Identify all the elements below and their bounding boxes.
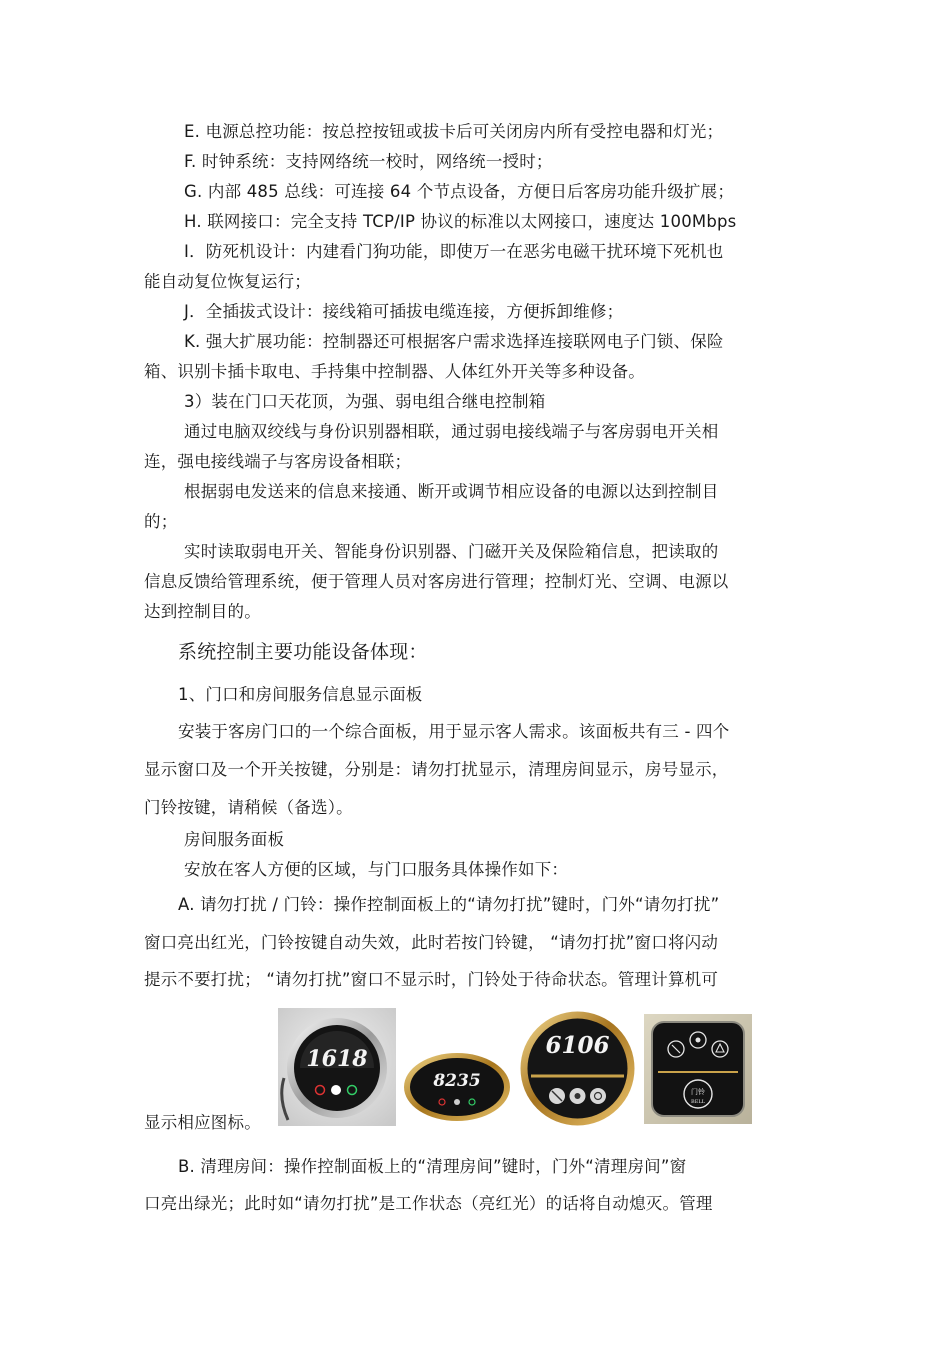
- text-line: 显示窗口及一个开关按键，分别是：请勿打扰显示，清理房间显示，房号显示，: [144, 760, 729, 779]
- panel-photo-6106: [519, 1010, 636, 1127]
- section-heading: 系统控制主要功能设备体现：: [178, 641, 428, 663]
- panel-photo-1618: [278, 1008, 396, 1126]
- text-line: 显示相应图标。: [144, 1113, 261, 1132]
- text-line: 连，强电接线端子与客房设备相联；: [144, 452, 412, 471]
- text-line: F. 时钟系统：支持网络统一校时，网络统一授时；: [184, 152, 553, 171]
- bell-button-label: 门铃: [691, 1088, 705, 1096]
- panel-photo-8235: [402, 1050, 512, 1124]
- text-line: A. 请勿打扰 / 门铃：操作控制面板上的“请勿打扰”键时，门外“请勿打扰”: [178, 895, 720, 914]
- text-line: K. 强大扩展功能：控制器还可根据客户需求选择连接联网电子门锁、保险: [184, 332, 724, 351]
- text-line: 窗口亮出红光，门铃按键自动失效，此时若按门铃键， “请勿打扰”窗口将闪动: [144, 933, 719, 952]
- text-line: I．防死机设计：内建看门狗功能，即使万一在恶劣电磁干扰环境下死机也: [184, 242, 724, 261]
- panel-photo-bell: [644, 1014, 752, 1124]
- text-line: 箱、识别卡插卡取电、手持集中控制器、人体红外开关等多种设备。: [144, 362, 645, 381]
- text-line: 能自动复位恢复运行；: [144, 272, 311, 291]
- text-line: 的；: [144, 512, 178, 531]
- text-line: 通过电脑双绞线与身份识别器相联，通过弱电接线端子与客房弱电开关相: [184, 422, 719, 441]
- text-line: 根据弱电发送来的信息来接通、断开或调节相应设备的电源以达到控制目: [184, 482, 719, 501]
- text-line: H. 联网接口：完全支持 TCP/IP 协议的标准以太网接口，速度达 100Mbps: [184, 212, 737, 231]
- panel-number: 6106: [545, 1032, 610, 1059]
- panel-number: 8235: [433, 1071, 481, 1091]
- subsection-heading: 房间服务面板: [184, 830, 285, 849]
- text-line: 安放在客人方便的区域，与门口服务具体操作如下：: [184, 860, 569, 879]
- text-line: G. 内部 485 总线：可连接 64 个节点设备，方便日后客房功能升级扩展；: [184, 182, 735, 201]
- panel-number: 1618: [306, 1046, 368, 1072]
- text-line: E. 电源总控功能：按总控按钮或拔卡后可关闭房内所有受控电器和灯光；: [184, 122, 724, 141]
- subsection-heading: 1、门口和房间服务信息显示面板: [178, 685, 423, 704]
- text-line: 口亮出绿光；此时如“请勿打扰”是工作状态（亮红光）的话将自动熄灭。管理: [144, 1194, 713, 1213]
- text-line: B. 清理房间：操作控制面板上的“清理房间”键时，门外“清理房间”窗: [178, 1157, 687, 1176]
- text-line: 达到控制目的。: [144, 602, 261, 621]
- text-line: 信息反馈给管理系统，便于管理人员对客房进行管理；控制灯光、空调、电源以: [144, 572, 729, 591]
- text-line: 安装于客房门口的一个综合面板，用于显示客人需求。该面板共有三 - 四个: [178, 722, 730, 741]
- text-line: J．全插拔式设计：接线箱可插拔电缆连接，方便拆卸维修；: [184, 302, 624, 321]
- text-line: 3）装在门口天花顶，为强、弱电组合继电控制箱: [184, 392, 546, 411]
- text-line: 实时读取弱电开关、智能身份识别器、门磁开关及保险箱信息，把读取的: [184, 542, 719, 561]
- text-line: 门铃按键，请稍候（备选）。: [144, 798, 353, 817]
- text-line: 提示不要打扰； “请勿打扰”窗口不显示时，门铃处于待命状态。管理计算机可: [144, 970, 719, 989]
- bell-button-sublabel: BELL: [691, 1099, 705, 1105]
